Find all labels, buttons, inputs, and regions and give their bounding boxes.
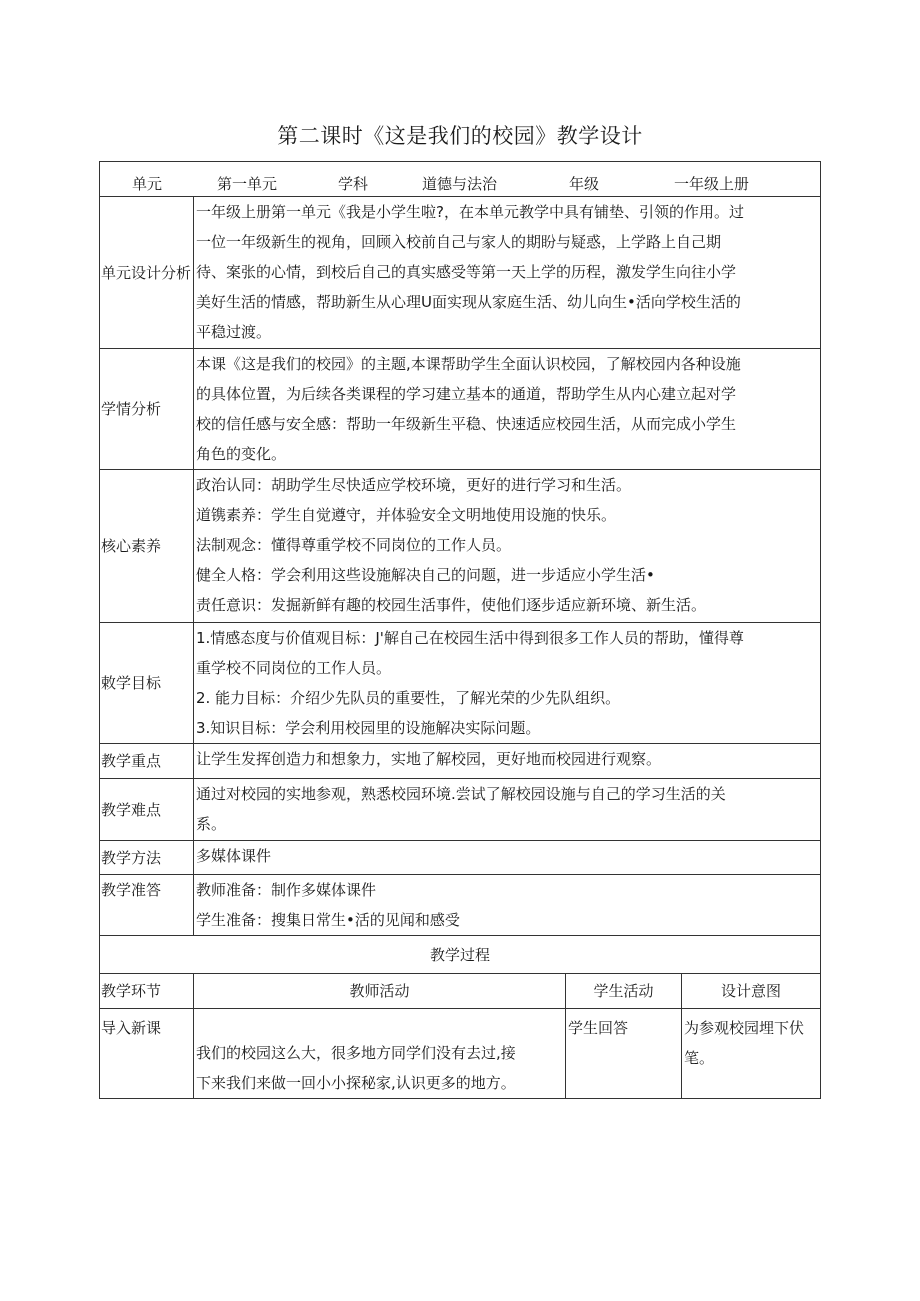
text-line: 角色的变化。 — [196, 445, 287, 463]
methods-label: 教学方法 — [101, 848, 162, 867]
column-header: 教师活动 — [349, 982, 410, 1000]
subject-value: 道德与法治 — [422, 175, 498, 193]
text-line: 法制观念：懂得尊重学校不同岗位的工作人员。 — [196, 536, 512, 554]
core-literacy-row — [100, 470, 821, 623]
col-header-teacher — [194, 974, 566, 1009]
methods-row — [100, 841, 821, 875]
student-activity: 学生回答 — [568, 1019, 629, 1037]
core-literacy-content — [194, 470, 821, 623]
unit-label: 单元 — [132, 175, 163, 193]
column-header: 设计意图 — [720, 982, 781, 1000]
difficulties-content — [194, 779, 821, 841]
stage-cell — [100, 1009, 194, 1099]
text-line: 让学生发挥创造力和想象力，实地了解校园，更好地而校园进行观察。 — [196, 750, 662, 768]
preparation-row — [100, 875, 821, 936]
col-header-stage — [100, 974, 194, 1009]
difficulties-label: 教学难点 — [101, 800, 162, 819]
key-points-label: 教学重点 — [101, 752, 162, 770]
text-line: 道镌素养：学生自觉遵守，并体验安全文明地使用设施的快乐。 — [196, 506, 617, 524]
process-title: 教学过程 — [429, 945, 490, 964]
text-line: 一位一年级新生的视角，回顾入校前自己与家人的期盼与疑惑，上学路上自己期 — [196, 233, 722, 251]
process-title-row — [100, 936, 821, 974]
grade-label: 年级 — [569, 175, 600, 193]
header-row — [100, 162, 821, 197]
key-points-content — [194, 744, 821, 779]
objectives-label: 敕学目标 — [101, 674, 162, 692]
difficulties-label-cell — [100, 779, 194, 841]
text-line: 待、案张的心情，到校后自己的真实感受等第一天上学的历程，激发学生向往小学 — [196, 263, 737, 281]
text-line: 一年级上册第一单元《我是小学生啦?，在本单元教学中具有铺垫、引领的作用。过 — [196, 203, 744, 221]
text-line: 美好生活的情感，帮助新生从心理U面实现从家庭生活、幼儿向生•活向学校生活的 — [196, 293, 741, 311]
text-line: 通过对校园的实地参观，熟悉校园环境.尝试了解校园设施与自己的学习生活的关 — [196, 785, 726, 803]
unit-analysis-label-cell — [100, 197, 194, 349]
process-title-cell — [100, 936, 821, 974]
unit-analysis-row — [100, 197, 821, 349]
text-line: 的具体位置，为后续各类课程的学习建立基本的通道，帮助学生从内心建立起对学 — [196, 385, 737, 403]
teacher-activity-cell — [194, 1009, 566, 1099]
text-line: 2. 能力目标：介绍少先队员的重要性，了解光荣的少先队组织。 — [196, 689, 621, 707]
student-activity-cell — [566, 1009, 682, 1099]
text-line: 本课《这是我们的校园》的主题,本课帮助学生全面认识校园，了解校园内各种设施 — [196, 355, 741, 373]
key-points-row — [100, 744, 821, 779]
preparation-content — [194, 875, 821, 936]
methods-label-cell — [100, 841, 194, 875]
unit-value: 第一单元 — [217, 175, 278, 193]
unit-analysis-label: 单元设计分析 — [101, 263, 192, 282]
core-literacy-label-cell — [100, 470, 194, 623]
preparation-label-cell — [100, 875, 194, 936]
text-line: 教师准备：制作多媒体课件 — [196, 881, 377, 899]
column-header: 学生活动 — [593, 982, 654, 1000]
text-line: 为参观校园埋下伏 — [684, 1019, 805, 1037]
objectives-row — [100, 623, 821, 744]
text-line: 系。 — [196, 815, 227, 833]
unit-analysis-content — [194, 197, 821, 349]
learner-analysis-label: 学情分析 — [101, 400, 162, 418]
text-line: 3.知识目标：学会利用校园里的设施解决实际问题。 — [196, 719, 541, 737]
text-line: 平稳过渡。 — [196, 323, 272, 341]
text-line: 学生准备：搜集日常生•活的见闻和感受 — [196, 911, 460, 929]
text-line: 责任意识：发掘新鲜有趣的校园生活事件，使他们逐步适应新环境、新生活。 — [196, 596, 707, 614]
learner-analysis-content — [194, 349, 821, 470]
page-title: 第二课时《这是我们的校园》教学设计 — [277, 124, 643, 148]
text-line: 重学校不同岗位的工作人员。 — [196, 659, 392, 677]
subject-label: 学科 — [338, 175, 369, 193]
text-line: 多媒体课件 — [196, 847, 272, 865]
text-line: 校的信任感与安全感：帮助一年级新生平稳、快速适应校园生活，从而完成小学生 — [196, 415, 737, 433]
objectives-content — [194, 623, 821, 744]
stage-label: 导入新课 — [101, 1019, 162, 1037]
key-points-label-cell — [100, 744, 194, 779]
core-literacy-label: 核心素养 — [101, 537, 162, 555]
design-intent-cell — [682, 1009, 821, 1099]
methods-content — [194, 841, 821, 875]
column-header: 教学环节 — [101, 982, 162, 1000]
objectives-label-cell — [100, 623, 194, 744]
grade-value: 一年级上册 — [674, 175, 750, 193]
learner-analysis-label-cell — [100, 349, 194, 470]
process-header-row — [100, 974, 821, 1009]
col-header-intent — [682, 974, 821, 1009]
text-line: 健全人格：学会利用这些设施解决自己的问题，进一步适应小学生活• — [196, 566, 655, 584]
preparation-label: 教学准答 — [101, 881, 162, 899]
col-header-student — [566, 974, 682, 1009]
text-line: 我们的校园这么大，很多地方同学们没有去过,接 — [196, 1044, 516, 1062]
text-line: 下来我们来做一回小小探秘家,认识更多的地方。 — [196, 1074, 516, 1092]
process-row — [100, 1009, 821, 1099]
learner-analysis-row — [100, 349, 821, 470]
difficulties-row — [100, 779, 821, 841]
text-line: 笔。 — [684, 1049, 715, 1067]
lesson-plan-table — [99, 161, 821, 1099]
header-cell — [100, 162, 821, 197]
text-line: 政治认同：胡助学生尽快适应学校环境，更好的进行学习和生活。 — [196, 476, 632, 494]
text-line: 1.情感态度与价值观目标：J'解自己在校园生活中得到很多工作人员的帮助，懂得尊 — [196, 629, 744, 647]
